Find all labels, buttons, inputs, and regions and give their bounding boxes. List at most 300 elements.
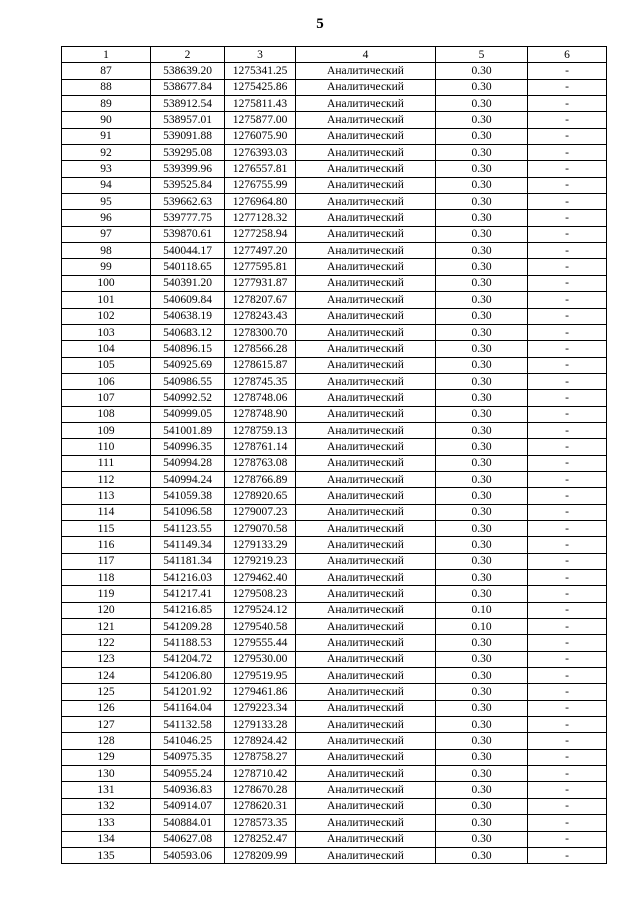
accuracy-cell: 0.30 (436, 488, 528, 504)
table-row (62, 520, 607, 536)
method-cell: Аналитический (296, 292, 436, 308)
method-cell: Аналитический (296, 586, 436, 602)
accuracy-cell: 0.30 (436, 798, 528, 814)
x-coordinate-cell: 541216.03 (151, 570, 225, 586)
point-number-cell: 122 (62, 635, 151, 651)
method-cell: Аналитический (296, 749, 436, 765)
y-coordinate-cell: 1278573.35 (225, 815, 296, 831)
accuracy-cell: 0.30 (436, 292, 528, 308)
method-cell: Аналитический (296, 324, 436, 340)
note-cell: - (528, 488, 607, 504)
table-row (62, 553, 607, 569)
x-coordinate-cell: 540986.55 (151, 373, 225, 389)
point-number-cell: 115 (62, 520, 151, 536)
y-coordinate-cell: 1278620.31 (225, 798, 296, 814)
note-cell: - (528, 553, 607, 569)
method-cell: Аналитический (296, 635, 436, 651)
table-row (62, 128, 607, 144)
method-cell: Аналитический (296, 684, 436, 700)
method-cell: Аналитический (296, 128, 436, 144)
point-number-cell: 116 (62, 537, 151, 553)
y-coordinate-cell: 1276755.99 (225, 177, 296, 193)
y-coordinate-cell: 1278243.43 (225, 308, 296, 324)
point-number-cell: 125 (62, 684, 151, 700)
note-cell: - (528, 700, 607, 716)
note-cell: - (528, 259, 607, 275)
column-header-4: 4 (296, 47, 436, 63)
x-coordinate-cell: 540975.35 (151, 749, 225, 765)
x-coordinate-cell: 538957.01 (151, 112, 225, 128)
x-coordinate-cell: 538677.84 (151, 79, 225, 95)
x-coordinate-cell: 541206.80 (151, 668, 225, 684)
x-coordinate-cell: 540627.08 (151, 831, 225, 847)
x-coordinate-cell: 540593.06 (151, 847, 225, 863)
point-number-cell: 97 (62, 226, 151, 242)
y-coordinate-cell: 1278759.13 (225, 422, 296, 438)
y-coordinate-cell: 1278670.28 (225, 782, 296, 798)
accuracy-cell: 0.30 (436, 406, 528, 422)
y-coordinate-cell: 1276964.80 (225, 194, 296, 210)
table-row (62, 390, 607, 406)
point-number-cell: 111 (62, 455, 151, 471)
table-row (62, 439, 607, 455)
method-cell: Аналитический (296, 79, 436, 95)
table-row (62, 798, 607, 814)
point-number-cell: 120 (62, 602, 151, 618)
accuracy-cell: 0.30 (436, 684, 528, 700)
point-number-cell: 108 (62, 406, 151, 422)
note-cell: - (528, 798, 607, 814)
note-cell: - (528, 210, 607, 226)
y-coordinate-cell: 1278761.14 (225, 439, 296, 455)
accuracy-cell: 0.30 (436, 766, 528, 782)
accuracy-cell: 0.30 (436, 226, 528, 242)
x-coordinate-cell: 540999.05 (151, 406, 225, 422)
table-row (62, 406, 607, 422)
point-number-cell: 124 (62, 668, 151, 684)
method-cell: Аналитический (296, 373, 436, 389)
accuracy-cell: 0.30 (436, 831, 528, 847)
x-coordinate-cell: 539870.61 (151, 226, 225, 242)
accuracy-cell: 0.10 (436, 602, 528, 618)
accuracy-cell: 0.30 (436, 145, 528, 161)
point-number-cell: 91 (62, 128, 151, 144)
accuracy-cell: 0.30 (436, 308, 528, 324)
x-coordinate-cell: 540955.24 (151, 766, 225, 782)
y-coordinate-cell: 1278748.06 (225, 390, 296, 406)
note-cell: - (528, 651, 607, 667)
accuracy-cell: 0.30 (436, 635, 528, 651)
table-row (62, 243, 607, 259)
x-coordinate-cell: 539662.63 (151, 194, 225, 210)
y-coordinate-cell: 1277931.87 (225, 275, 296, 291)
note-cell: - (528, 112, 607, 128)
method-cell: Аналитический (296, 112, 436, 128)
x-coordinate-cell: 541188.53 (151, 635, 225, 651)
table-row (62, 259, 607, 275)
coordinates-table (61, 46, 607, 864)
accuracy-cell: 0.30 (436, 749, 528, 765)
accuracy-cell: 0.30 (436, 455, 528, 471)
note-cell: - (528, 847, 607, 863)
note-cell: - (528, 308, 607, 324)
table-row (62, 96, 607, 112)
table-body (62, 63, 607, 864)
y-coordinate-cell: 1278766.89 (225, 471, 296, 487)
note-cell: - (528, 782, 607, 798)
method-cell: Аналитический (296, 766, 436, 782)
accuracy-cell: 0.30 (436, 390, 528, 406)
y-coordinate-cell: 1275425.86 (225, 79, 296, 95)
y-coordinate-cell: 1278207.67 (225, 292, 296, 308)
accuracy-cell: 0.30 (436, 373, 528, 389)
y-coordinate-cell: 1279519.95 (225, 668, 296, 684)
x-coordinate-cell: 540391.20 (151, 275, 225, 291)
method-cell: Аналитический (296, 847, 436, 863)
table-row (62, 308, 607, 324)
accuracy-cell: 0.30 (436, 96, 528, 112)
accuracy-cell: 0.30 (436, 79, 528, 95)
note-cell: - (528, 831, 607, 847)
point-number-cell: 128 (62, 733, 151, 749)
method-cell: Аналитический (296, 471, 436, 487)
point-number-cell: 106 (62, 373, 151, 389)
accuracy-cell: 0.30 (436, 717, 528, 733)
accuracy-cell: 0.30 (436, 161, 528, 177)
method-cell: Аналитический (296, 570, 436, 586)
table-row (62, 145, 607, 161)
x-coordinate-cell: 541209.28 (151, 619, 225, 635)
table-row (62, 700, 607, 716)
table-row (62, 210, 607, 226)
accuracy-cell: 0.30 (436, 700, 528, 716)
x-coordinate-cell: 540884.01 (151, 815, 225, 831)
method-cell: Аналитический (296, 357, 436, 373)
note-cell: - (528, 619, 607, 635)
table-row (62, 488, 607, 504)
table-row (62, 749, 607, 765)
x-coordinate-cell: 541216.85 (151, 602, 225, 618)
note-cell: - (528, 668, 607, 684)
accuracy-cell: 0.30 (436, 651, 528, 667)
point-number-cell: 118 (62, 570, 151, 586)
accuracy-cell: 0.30 (436, 504, 528, 520)
page-number: 5 (316, 16, 324, 32)
method-cell: Аналитический (296, 406, 436, 422)
column-header-5: 5 (436, 47, 528, 63)
table-row (62, 847, 607, 863)
point-number-cell: 98 (62, 243, 151, 259)
method-cell: Аналитический (296, 161, 436, 177)
point-number-cell: 88 (62, 79, 151, 95)
note-cell: - (528, 194, 607, 210)
x-coordinate-cell: 540996.35 (151, 439, 225, 455)
y-coordinate-cell: 1278920.65 (225, 488, 296, 504)
point-number-cell: 109 (62, 422, 151, 438)
method-cell: Аналитический (296, 96, 436, 112)
point-number-cell: 90 (62, 112, 151, 128)
y-coordinate-cell: 1279462.40 (225, 570, 296, 586)
y-coordinate-cell: 1278566.28 (225, 341, 296, 357)
y-coordinate-cell: 1275341.25 (225, 63, 296, 79)
y-coordinate-cell: 1277497.20 (225, 243, 296, 259)
y-coordinate-cell: 1279133.28 (225, 717, 296, 733)
point-number-cell: 100 (62, 275, 151, 291)
y-coordinate-cell: 1275811.43 (225, 96, 296, 112)
note-cell: - (528, 733, 607, 749)
note-cell: - (528, 520, 607, 536)
x-coordinate-cell: 540994.28 (151, 455, 225, 471)
note-cell: - (528, 504, 607, 520)
point-number-cell: 117 (62, 553, 151, 569)
table-row (62, 570, 607, 586)
table-row (62, 63, 607, 79)
accuracy-cell: 0.30 (436, 259, 528, 275)
y-coordinate-cell: 1278209.99 (225, 847, 296, 863)
note-cell: - (528, 145, 607, 161)
x-coordinate-cell: 540683.12 (151, 324, 225, 340)
column-header-2: 2 (151, 47, 225, 63)
point-number-cell: 129 (62, 749, 151, 765)
table-row (62, 651, 607, 667)
x-coordinate-cell: 540044.17 (151, 243, 225, 259)
x-coordinate-cell: 538912.54 (151, 96, 225, 112)
point-number-cell: 135 (62, 847, 151, 863)
point-number-cell: 96 (62, 210, 151, 226)
x-coordinate-cell: 540992.52 (151, 390, 225, 406)
table-row (62, 357, 607, 373)
table-row (62, 471, 607, 487)
note-cell: - (528, 96, 607, 112)
y-coordinate-cell: 1277128.32 (225, 210, 296, 226)
method-cell: Аналитический (296, 782, 436, 798)
accuracy-cell: 0.30 (436, 422, 528, 438)
accuracy-cell: 0.30 (436, 570, 528, 586)
point-number-cell: 102 (62, 308, 151, 324)
y-coordinate-cell: 1278924.42 (225, 733, 296, 749)
y-coordinate-cell: 1278252.47 (225, 831, 296, 847)
y-coordinate-cell: 1279461.86 (225, 684, 296, 700)
x-coordinate-cell: 541001.89 (151, 422, 225, 438)
method-cell: Аналитический (296, 226, 436, 242)
point-number-cell: 93 (62, 161, 151, 177)
note-cell: - (528, 422, 607, 438)
point-number-cell: 87 (62, 63, 151, 79)
x-coordinate-cell: 540994.24 (151, 471, 225, 487)
x-coordinate-cell: 541164.04 (151, 700, 225, 716)
accuracy-cell: 0.30 (436, 210, 528, 226)
x-coordinate-cell: 541181.34 (151, 553, 225, 569)
method-cell: Аналитический (296, 439, 436, 455)
table-row (62, 602, 607, 618)
accuracy-cell: 0.30 (436, 439, 528, 455)
point-number-cell: 112 (62, 471, 151, 487)
note-cell: - (528, 815, 607, 831)
note-cell: - (528, 324, 607, 340)
note-cell: - (528, 275, 607, 291)
table-row (62, 341, 607, 357)
note-cell: - (528, 684, 607, 700)
method-cell: Аналитический (296, 717, 436, 733)
accuracy-cell: 0.30 (436, 733, 528, 749)
method-cell: Аналитический (296, 619, 436, 635)
accuracy-cell: 0.30 (436, 357, 528, 373)
method-cell: Аналитический (296, 177, 436, 193)
method-cell: Аналитический (296, 455, 436, 471)
y-coordinate-cell: 1279007.23 (225, 504, 296, 520)
accuracy-cell: 0.30 (436, 243, 528, 259)
y-coordinate-cell: 1279540.58 (225, 619, 296, 635)
note-cell: - (528, 341, 607, 357)
method-cell: Аналитический (296, 733, 436, 749)
note-cell: - (528, 749, 607, 765)
x-coordinate-cell: 540914.07 (151, 798, 225, 814)
point-number-cell: 134 (62, 831, 151, 847)
accuracy-cell: 0.30 (436, 847, 528, 863)
table-row (62, 504, 607, 520)
point-number-cell: 121 (62, 619, 151, 635)
x-coordinate-cell: 541201.92 (151, 684, 225, 700)
table-row (62, 373, 607, 389)
note-cell: - (528, 226, 607, 242)
point-number-cell: 126 (62, 700, 151, 716)
note-cell: - (528, 635, 607, 651)
x-coordinate-cell: 539777.75 (151, 210, 225, 226)
accuracy-cell: 0.30 (436, 128, 528, 144)
y-coordinate-cell: 1278748.90 (225, 406, 296, 422)
method-cell: Аналитический (296, 194, 436, 210)
point-number-cell: 95 (62, 194, 151, 210)
point-number-cell: 107 (62, 390, 151, 406)
y-coordinate-cell: 1279070.58 (225, 520, 296, 536)
y-coordinate-cell: 1278710.42 (225, 766, 296, 782)
note-cell: - (528, 128, 607, 144)
point-number-cell: 113 (62, 488, 151, 504)
method-cell: Аналитический (296, 798, 436, 814)
accuracy-cell: 0.30 (436, 782, 528, 798)
y-coordinate-cell: 1278615.87 (225, 357, 296, 373)
accuracy-cell: 0.30 (436, 815, 528, 831)
method-cell: Аналитический (296, 668, 436, 684)
note-cell: - (528, 471, 607, 487)
table-row (62, 537, 607, 553)
method-cell: Аналитический (296, 145, 436, 161)
column-header-6: 6 (528, 47, 607, 63)
method-cell: Аналитический (296, 815, 436, 831)
table-row (62, 684, 607, 700)
point-number-cell: 110 (62, 439, 151, 455)
accuracy-cell: 0.30 (436, 341, 528, 357)
point-number-cell: 131 (62, 782, 151, 798)
point-number-cell: 123 (62, 651, 151, 667)
note-cell: - (528, 406, 607, 422)
point-number-cell: 114 (62, 504, 151, 520)
method-cell: Аналитический (296, 63, 436, 79)
table-row (62, 79, 607, 95)
x-coordinate-cell: 539525.84 (151, 177, 225, 193)
x-coordinate-cell: 540936.83 (151, 782, 225, 798)
table-header-row (62, 47, 607, 63)
y-coordinate-cell: 1276075.90 (225, 128, 296, 144)
method-cell: Аналитический (296, 243, 436, 259)
x-coordinate-cell: 539295.08 (151, 145, 225, 161)
accuracy-cell: 0.30 (436, 63, 528, 79)
method-cell: Аналитический (296, 341, 436, 357)
y-coordinate-cell: 1275877.00 (225, 112, 296, 128)
note-cell: - (528, 586, 607, 602)
point-number-cell: 101 (62, 292, 151, 308)
method-cell: Аналитический (296, 700, 436, 716)
method-cell: Аналитический (296, 210, 436, 226)
note-cell: - (528, 357, 607, 373)
x-coordinate-cell: 541046.25 (151, 733, 225, 749)
point-number-cell: 99 (62, 259, 151, 275)
method-cell: Аналитический (296, 553, 436, 569)
table-row (62, 112, 607, 128)
note-cell: - (528, 439, 607, 455)
x-coordinate-cell: 540925.69 (151, 357, 225, 373)
x-coordinate-cell: 540118.65 (151, 259, 225, 275)
table-row (62, 619, 607, 635)
accuracy-cell: 0.30 (436, 668, 528, 684)
column-header-1: 1 (62, 47, 151, 63)
note-cell: - (528, 390, 607, 406)
accuracy-cell: 0.30 (436, 324, 528, 340)
table-row (62, 292, 607, 308)
accuracy-cell: 0.30 (436, 553, 528, 569)
table-row (62, 635, 607, 651)
point-number-cell: 130 (62, 766, 151, 782)
table-row (62, 455, 607, 471)
table-row (62, 226, 607, 242)
x-coordinate-cell: 541217.41 (151, 586, 225, 602)
x-coordinate-cell: 539091.88 (151, 128, 225, 144)
point-number-cell: 105 (62, 357, 151, 373)
point-number-cell: 92 (62, 145, 151, 161)
table-row (62, 275, 607, 291)
accuracy-cell: 0.30 (436, 194, 528, 210)
x-coordinate-cell: 540896.15 (151, 341, 225, 357)
y-coordinate-cell: 1279133.29 (225, 537, 296, 553)
y-coordinate-cell: 1277595.81 (225, 259, 296, 275)
x-coordinate-cell: 540638.19 (151, 308, 225, 324)
accuracy-cell: 0.30 (436, 275, 528, 291)
method-cell: Аналитический (296, 602, 436, 618)
accuracy-cell: 0.30 (436, 520, 528, 536)
point-number-cell: 127 (62, 717, 151, 733)
y-coordinate-cell: 1279524.12 (225, 602, 296, 618)
note-cell: - (528, 63, 607, 79)
y-coordinate-cell: 1279530.00 (225, 651, 296, 667)
method-cell: Аналитический (296, 831, 436, 847)
method-cell: Аналитический (296, 651, 436, 667)
note-cell: - (528, 243, 607, 259)
accuracy-cell: 0.30 (436, 112, 528, 128)
note-cell: - (528, 602, 607, 618)
table-row (62, 177, 607, 193)
method-cell: Аналитический (296, 390, 436, 406)
accuracy-cell: 0.30 (436, 177, 528, 193)
y-coordinate-cell: 1276557.81 (225, 161, 296, 177)
point-number-cell: 104 (62, 341, 151, 357)
note-cell: - (528, 766, 607, 782)
method-cell: Аналитический (296, 422, 436, 438)
table-row (62, 194, 607, 210)
table-row (62, 766, 607, 782)
x-coordinate-cell: 541059.38 (151, 488, 225, 504)
y-coordinate-cell: 1277258.94 (225, 226, 296, 242)
accuracy-cell: 0.30 (436, 586, 528, 602)
